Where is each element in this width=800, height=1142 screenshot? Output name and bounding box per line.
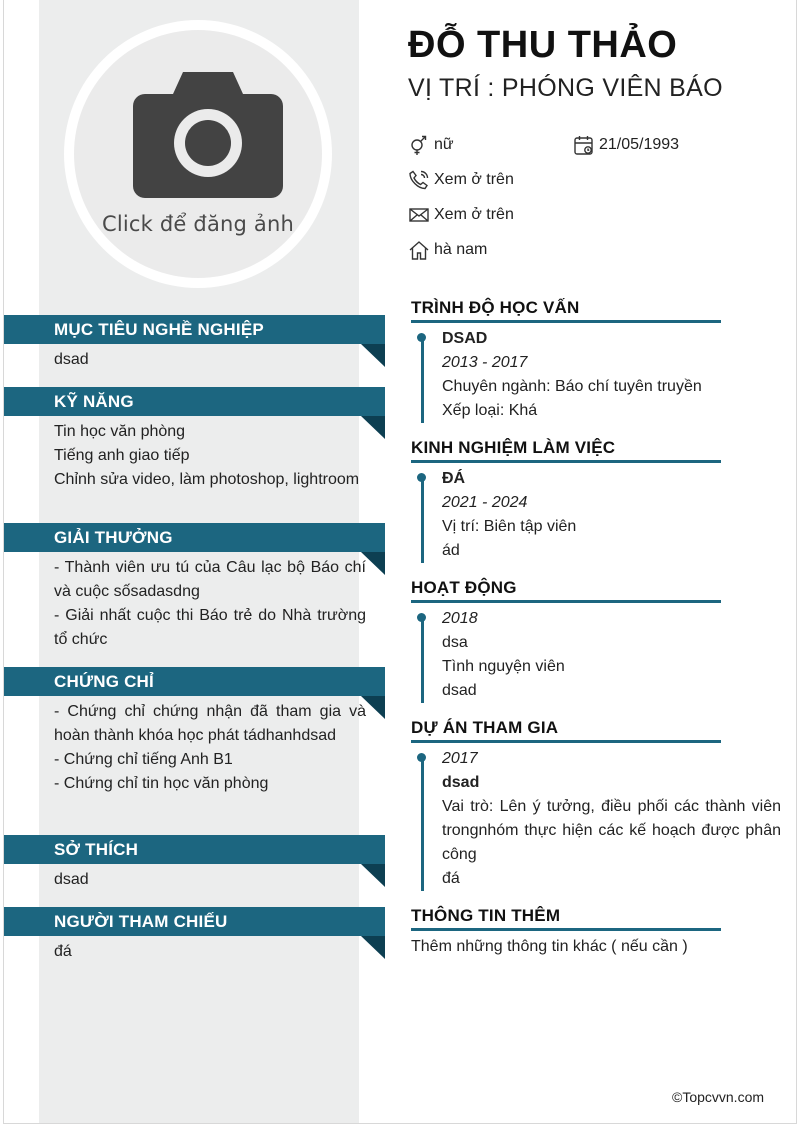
timeline-line bbox=[421, 341, 424, 423]
skill-item: Tin học văn phòng bbox=[54, 423, 186, 440]
timeline-line bbox=[421, 621, 424, 703]
section-title: MỤC TIÊU NGHỀ NGHIỆP bbox=[4, 315, 385, 344]
certificate-item: - Chứng chỉ chứng nhận đã tham gia và hoàn thành khóa học phát tádhanhdsad bbox=[54, 703, 366, 744]
section-skills bbox=[4, 387, 385, 492]
section-title: DỰ ÁN THAM GIA bbox=[411, 716, 721, 743]
avatar-caption: Click để đăng ảnh bbox=[101, 212, 295, 236]
gender-field[interactable] bbox=[408, 133, 454, 157]
section-title: THÔNG TIN THÊM bbox=[411, 904, 721, 931]
ribbon-fold bbox=[361, 864, 385, 887]
major: Chuyên ngành: Báo chí tuyên truyền bbox=[442, 378, 702, 395]
skill-item: Chỉnh sửa video, làm photoshop, lightroom bbox=[54, 471, 360, 488]
section-education bbox=[411, 296, 781, 423]
phone-field[interactable] bbox=[408, 168, 514, 192]
activity-year: 2018 bbox=[442, 610, 478, 627]
project-description: đá bbox=[442, 870, 460, 887]
section-title: KỸ NĂNG bbox=[4, 387, 385, 416]
phone-value: Xem ở trên bbox=[434, 171, 514, 188]
section-title: CHỨNG CHỈ bbox=[4, 667, 385, 696]
timeline-line bbox=[421, 481, 424, 563]
section-body[interactable] bbox=[54, 868, 366, 892]
school-name: DSAD bbox=[442, 330, 488, 347]
section-title: TRÌNH ĐỘ HỌC VẤN bbox=[411, 296, 721, 323]
section-body[interactable] bbox=[54, 556, 366, 652]
timeline-dot bbox=[417, 333, 426, 342]
gender-icon bbox=[408, 134, 430, 156]
certificate-item: - Chứng chỉ tin học văn phòng bbox=[54, 775, 269, 792]
ribbon-fold bbox=[361, 552, 385, 575]
ribbon-fold bbox=[361, 936, 385, 959]
section-body[interactable] bbox=[54, 420, 366, 492]
camera-icon bbox=[133, 68, 283, 198]
copyright: ©Topcvvn.com bbox=[672, 1089, 765, 1105]
work-period: 2021 - 2024 bbox=[442, 494, 528, 511]
activity-org: dsa bbox=[442, 634, 468, 651]
email-value: Xem ở trên bbox=[434, 206, 514, 223]
education-entry[interactable] bbox=[421, 327, 781, 423]
email-icon bbox=[408, 204, 430, 226]
section-title: GIẢI THƯỞNG bbox=[4, 523, 385, 552]
section-title: KINH NGHIỆM LÀM VIỆC bbox=[411, 436, 721, 463]
job-position[interactable]: VỊ TRÍ : PHÓNG VIÊN BÁO bbox=[408, 74, 723, 102]
section-title: NGƯỜI THAM CHIẾU bbox=[4, 907, 385, 936]
section-extra-info bbox=[411, 904, 781, 959]
project-entry[interactable] bbox=[421, 747, 781, 891]
certificate-item: - Chứng chỉ tiếng Anh B1 bbox=[54, 751, 233, 768]
gender-value: nữ bbox=[434, 136, 454, 153]
section-references bbox=[4, 907, 385, 964]
timeline-dot bbox=[417, 753, 426, 762]
project-name: dsad bbox=[442, 774, 480, 791]
skill-item: Tiếng anh giao tiếp bbox=[54, 447, 190, 464]
job-role: Vị trí: Biên tập viên bbox=[442, 518, 577, 535]
section-activities bbox=[411, 576, 781, 703]
activity-entry[interactable] bbox=[421, 607, 781, 703]
timeline-dot bbox=[417, 473, 426, 482]
award-item: - Giải nhất cuộc thi Báo trẻ do Nhà trường tổ chức bbox=[54, 607, 366, 648]
calendar-icon bbox=[573, 134, 595, 156]
study-period: 2013 - 2017 bbox=[442, 354, 528, 371]
home-icon bbox=[408, 239, 430, 261]
address-field[interactable] bbox=[408, 238, 487, 262]
ribbon-fold bbox=[361, 344, 385, 367]
birthday-value: 21/05/1993 bbox=[599, 136, 680, 153]
section-body[interactable] bbox=[54, 940, 366, 964]
section-body[interactable] bbox=[54, 700, 366, 796]
section-hobbies bbox=[4, 835, 385, 892]
birthday-field[interactable] bbox=[573, 133, 679, 157]
candidate-name[interactable]: ĐỖ THU THẢO bbox=[408, 24, 678, 66]
objective-line: dsad bbox=[54, 351, 89, 368]
section-title: SỞ THÍCH bbox=[4, 835, 385, 864]
activity-description: dsad bbox=[442, 682, 477, 699]
grade: Xếp loại: Khá bbox=[442, 402, 538, 419]
avatar-placeholder[interactable] bbox=[74, 30, 322, 278]
section-body[interactable] bbox=[54, 348, 366, 372]
cv-page bbox=[3, 0, 797, 1124]
extra-info-text[interactable]: Thêm những thông tin khác ( nếu cần ) bbox=[411, 938, 688, 955]
timeline-line bbox=[421, 761, 424, 891]
project-year: 2017 bbox=[442, 750, 478, 767]
reference-item: đá bbox=[54, 943, 72, 960]
ribbon-fold bbox=[361, 696, 385, 719]
address-value: hà nam bbox=[434, 241, 488, 258]
section-awards bbox=[4, 523, 385, 652]
ribbon-fold bbox=[361, 416, 385, 439]
activity-role: Tình nguyện viên bbox=[442, 658, 565, 675]
section-certificates bbox=[4, 667, 385, 796]
avatar-upload[interactable] bbox=[64, 20, 332, 288]
section-projects bbox=[411, 716, 781, 891]
section-objective bbox=[4, 315, 385, 372]
company-name: ĐÁ bbox=[442, 470, 466, 487]
phone-icon bbox=[408, 169, 430, 191]
email-field[interactable] bbox=[408, 203, 514, 227]
award-item: - Thành viên ưu tú của Câu lạc bộ Báo chí và cuộc sốsadasdng bbox=[54, 559, 366, 600]
experience-entry[interactable] bbox=[421, 467, 781, 563]
section-title: HOẠT ĐỘNG bbox=[411, 576, 721, 603]
project-role: Vai trò: Lên ý tưởng, điều phối các thành viên trongnhóm thực hiện các kế hoạch được phân công bbox=[442, 798, 781, 863]
job-description: ád bbox=[442, 542, 460, 559]
section-experience bbox=[411, 436, 781, 563]
timeline-dot bbox=[417, 613, 426, 622]
hobby-item: dsad bbox=[54, 871, 89, 888]
